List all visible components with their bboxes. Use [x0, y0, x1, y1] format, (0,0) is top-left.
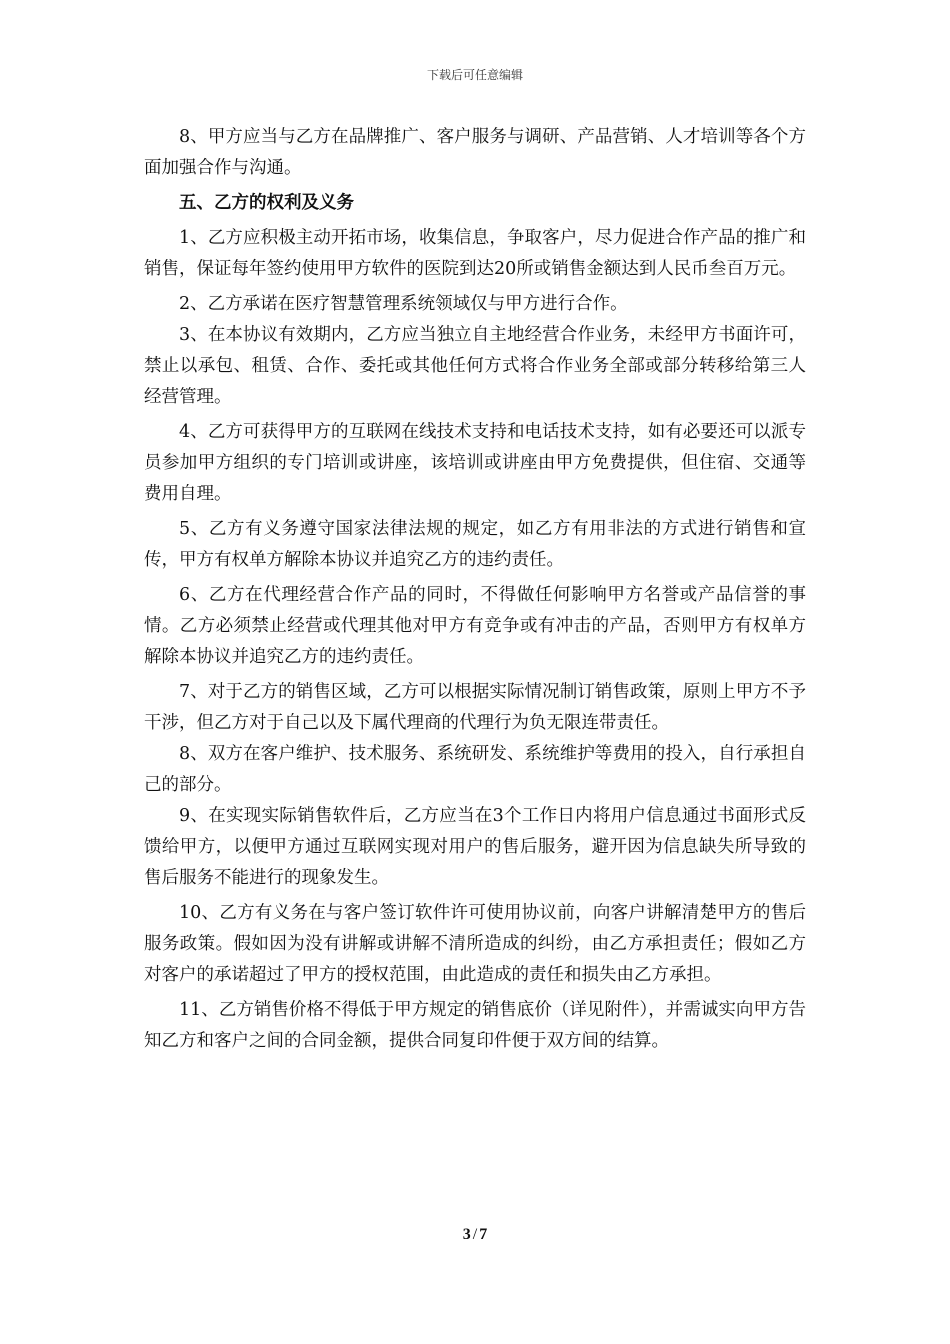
clause-5-5: 5、乙方有义务遵守国家法律法规的规定，如乙方有用非法的方式进行销售和宣传，甲方有权单方解除本协议并追究乙方的违约责任。 [144, 519, 806, 570]
clause-5-10: 10、乙方有义务在与客户签订软件许可使用协议前，向客户讲解清楚甲方的售后服务政策。假如因为没有讲解或讲解不清所造成的纠纷，由乙方承担责任；假如乙方对客户的承诺超过了甲方的授权范围，由此造成的责任和损失由乙方承担。 [144, 903, 806, 985]
clause-5-1: 1、乙方应积极主动开拓市场，收集信息，争取客户，尽力促进合作产品的推广和销售，保证每年签约使用甲方软件的医院到达20所或销售金额达到人民币叁百万元。 [144, 228, 806, 279]
clause-5-4: 4、乙方可获得甲方的互联网在线技术支持和电话技术支持，如有必要还可以派专员参加甲方组织的专门培训或讲座，该培训或讲座由甲方免费提供，但住宿、交通等费用自理。 [144, 422, 806, 504]
page-separator: / [472, 1226, 478, 1243]
total-pages: 7 [479, 1226, 488, 1243]
clause-5-6: 6、乙方在代理经营合作产品的同时，不得做任何影响甲方名誉或产品信誉的事情。乙方必须禁止经营或代理其他对甲方有竞争或有冲击的产品，否则甲方有权单方解除本协议并追究乙方的违约责任。 [144, 585, 806, 667]
clause-4-8: 8、甲方应当与乙方在品牌推广、客户服务与调研、产品营销、人才培训等各个方面加强合作与沟通。 [144, 127, 806, 178]
clause-5-2: 2、乙方承诺在医疗智慧管理系统领域仅与甲方进行合作。 [179, 294, 628, 314]
page-header: 下载后可任意编辑 [426, 68, 523, 82]
clause-5-7: 7、对于乙方的销售区域，乙方可以根据实际情况制订销售政策，原则上甲方不予干涉，但乙方对于自己以及下属代理商的代理行为负无限连带责任。 [144, 682, 806, 733]
clause-5-9: 9、在实现实际销售软件后，乙方应当在3个工作日内将用户信息通过书面形式反馈给甲方，以便甲方通过互联网实现对用户的售后服务，避开因为信息缺失所导致的售后服务不能进行的现象发生。 [144, 806, 806, 888]
section-heading-5: 五、乙方的权利及义务 [179, 193, 354, 213]
current-page: 3 [462, 1226, 471, 1243]
clause-5-8: 8、双方在客户维护、技术服务、系统研发、系统维护等费用的投入，自行承担自己的部分。 [144, 744, 806, 795]
page-number [0, 1226, 950, 1244]
clause-5-11: 11、乙方销售价格不得低于甲方规定的销售底价（详见附件），并需诚实向甲方告知乙方和客户之间的合同金额，提供合同复印件便于双方间的结算。 [144, 1000, 806, 1051]
document-body [144, 122, 806, 1057]
clause-5-3: 3、在本协议有效期内，乙方应当独立自主地经营合作业务，未经甲方书面许可，禁止以承包、租赁、合作、委托或其他任何方式将合作业务全部或部分转移给第三人经营管理。 [144, 325, 806, 407]
